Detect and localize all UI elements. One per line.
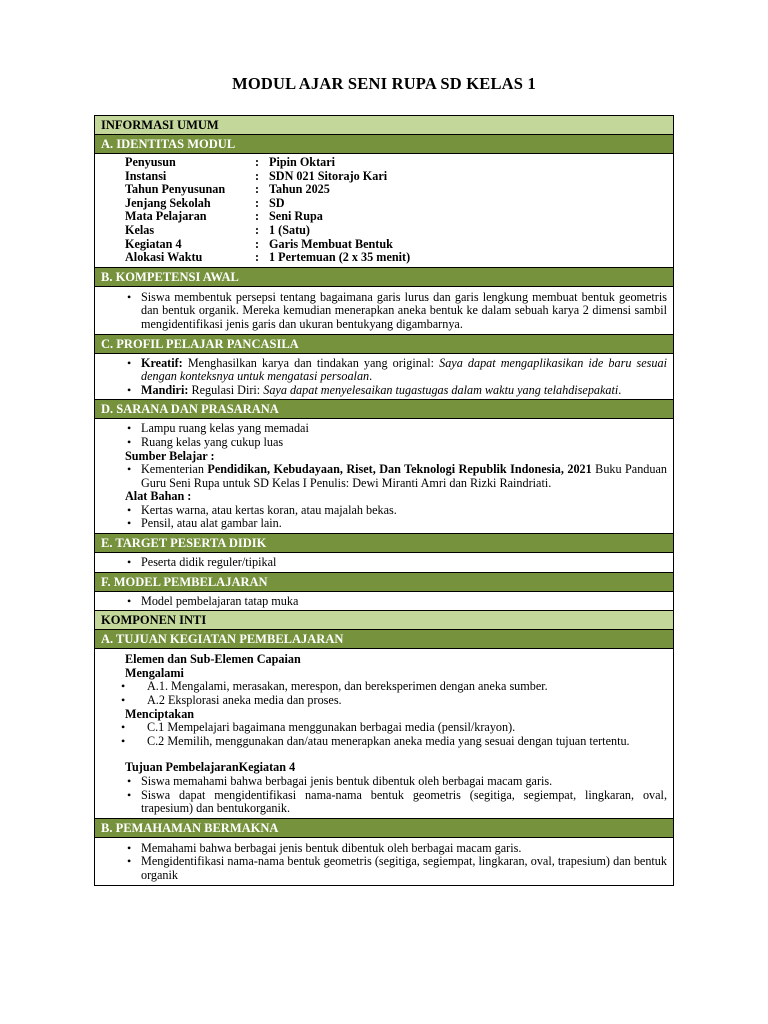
section-komponen-inti: KOMPONEN INTI [95, 611, 673, 630]
profil-body [95, 354, 673, 401]
list-item: • Ruang kelas yang cukup luas [125, 436, 667, 450]
section-pemahaman-bermakna: B. PEMAHAMAN BERMAKNA [95, 819, 673, 838]
list-item: • C.2 Memilih, menggunakan dan/atau menerapkan aneka media yang sesuai dengan tujuan tertentu. [125, 735, 667, 749]
list-item-kreatif: • Kreatif: Menghasilkan karya dan tindakan yang original: Saya dapat mengaplikasikan ide baru sesuai dengan konteksnya untuk mengatasi persoalan. [125, 357, 667, 384]
identitas-label: Penyusun [125, 155, 176, 169]
identitas-separator: : [255, 182, 260, 197]
list-item: • Model pembelajaran tatap muka [125, 595, 667, 609]
identitas-value: Pipin Oktari [269, 155, 336, 169]
section-target-peserta: E. TARGET PESERTA DIDIK [95, 534, 673, 553]
mengalami-label: Mengalami [125, 665, 184, 680]
menciptakan-label: Menciptakan [125, 706, 195, 721]
model-body [95, 592, 673, 612]
identitas-label: Kelas [125, 222, 155, 237]
identitas-value: Tahun 2025 [269, 182, 330, 197]
identitas-separator: : [255, 222, 260, 237]
identitas-value: Seni Rupa [269, 209, 323, 224]
section-identitas-modul: A. IDENTITAS MODUL [95, 135, 673, 154]
section-profil-pelajar: C. PROFIL PELAJAR PANCASILA [95, 335, 673, 354]
list-item: • Siswa dapat mengidentifikasi nama-nama bentuk geometris (segitiga, segiempat, lingkaran, oval, trapesium) dan bentukorganik. [125, 789, 667, 816]
identitas-label: Kegiatan 4 [125, 236, 182, 251]
section-model-pembelajaran: F. MODEL PEMBELAJARAN [95, 573, 673, 592]
page-title: MODUL AJAR SENI RUPA SD KELAS 1 [232, 74, 536, 93]
list-item: • Lampu ruang kelas yang memadai [125, 422, 667, 436]
list-item: • Siswa memahami bahwa berbagai jenis bentuk dibentuk oleh berbagai macam garis. [125, 775, 667, 789]
list-item: • A.1. Mengalami, merasakan, merespon, dan bereksperimen dengan aneka sumber. [125, 680, 667, 694]
identitas-separator: : [255, 236, 260, 251]
identitas-value: Garis Membuat Bentuk [269, 236, 393, 251]
identitas-separator: : [255, 168, 260, 183]
sumber-belajar-label: Sumber Belajar : [125, 448, 215, 463]
pemahaman-body [95, 838, 673, 885]
kompetensi-body [95, 287, 673, 335]
section-kompetensi-awal: B. KOMPETENSI AWAL [95, 268, 673, 287]
identitas-separator: : [255, 155, 260, 169]
list-item: • Memahami bahwa berbagai jenis bentuk dibentuk oleh berbagai macam garis. [125, 842, 667, 856]
identitas-label: Alokasi Waktu [125, 250, 203, 265]
list-item: • Pensil, atau alat gambar lain. [125, 517, 667, 531]
tujuan-pembelajaran-label: Tujuan PembelajaranKegiatan 4 [125, 760, 296, 775]
alat-bahan-label: Alat Bahan : [125, 489, 192, 504]
list-item: • Siswa membentuk persepsi tentang bagaimana garis lurus dan garis lengkung membuat bentuk geometris dan bentuk organik. Mereka kemudian menerapkan aneka bentuk ke dalam sebuah karya 2 dimensi sambil mengidentifikasi jenis garis dan ukuran bentukyang digambarnya. [125, 291, 667, 332]
identitas-value: SDN 021 Sitorajo Kari [269, 168, 388, 183]
module-table [94, 115, 674, 886]
list-item-sumber: • Kementerian Pendidikan, Kebudayaan, Riset, Dan Teknologi Republik Indonesia, 2021 Buku Panduan Guru Seni Rupa untuk SD Kelas I Penulis: Dewi Miranti Amri dan Rizki Raindriati. [125, 463, 667, 490]
list-item: • C.1 Mempelajari bagaimana menggunakan berbagai media (pensil/krayon). [125, 721, 667, 735]
identitas-body [95, 154, 673, 268]
identitas-label: Tahun Penyusunan [125, 182, 226, 197]
identitas-label: Instansi [125, 168, 167, 183]
identitas-label: Jenjang Sekolah [125, 195, 211, 210]
sarana-body [95, 419, 673, 534]
identitas-separator: : [255, 195, 260, 210]
section-informasi-umum: INFORMASI UMUM [95, 116, 673, 135]
list-item: • Kertas warna, atau kertas koran, atau majalah bekas. [125, 504, 667, 518]
identitas-value: 1 Pertemuan (2 x 35 menit) [269, 250, 411, 265]
identitas-separator: : [255, 209, 260, 224]
elemen-label: Elemen dan Sub-Elemen Capaian [125, 652, 301, 667]
target-body [95, 553, 673, 573]
identitas-label: Mata Pelajaran [125, 209, 207, 224]
identitas-value: SD [269, 195, 285, 210]
list-item-mandiri: • Mandiri: Regulasi Diri: Saya dapat menyelesaikan tugastugas dalam waktu yang telahdisepakati. [125, 384, 667, 398]
identitas-value: 1 (Satu) [269, 222, 310, 237]
identitas-list [125, 156, 667, 265]
section-tujuan-kegiatan: A. TUJUAN KEGIATAN PEMBELAJARAN [95, 630, 673, 649]
section-sarana-prasarana: D. SARANA DAN PRASARANA [95, 400, 673, 419]
list-item: • Mengidentifikasi nama-nama bentuk geometris (segitiga, segiempat, lingkaran, oval, trapesium) dan bentuk organik [125, 855, 667, 882]
list-item: • Peserta didik reguler/tipikal [125, 556, 667, 570]
identitas-separator: : [255, 250, 260, 265]
list-item: • A.2 Eksplorasi aneka media dan proses. [125, 694, 667, 708]
tujuan-body [95, 649, 673, 819]
